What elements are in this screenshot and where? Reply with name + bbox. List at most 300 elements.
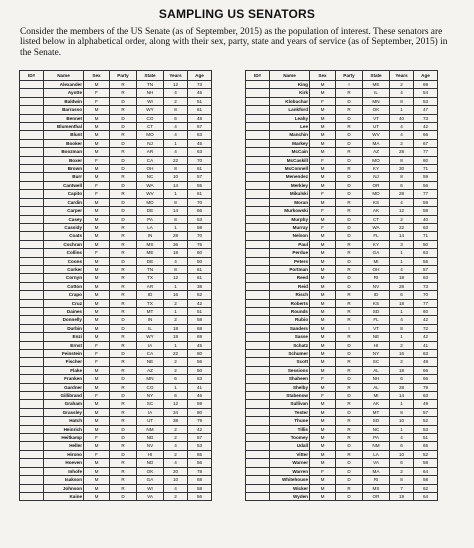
- years-cell: 18: [390, 299, 414, 307]
- party-cell: D: [336, 459, 363, 467]
- state-cell: HI: [137, 450, 164, 458]
- id-cell[interactable]: [246, 190, 270, 198]
- state-header: State: [137, 71, 164, 81]
- age-header: Age: [188, 71, 212, 81]
- name-cell: Heitkamp: [44, 434, 84, 442]
- id-cell[interactable]: [246, 223, 270, 231]
- id-cell[interactable]: [246, 400, 270, 408]
- id-cell[interactable]: [246, 434, 270, 442]
- name-cell: Lee: [270, 123, 310, 131]
- id-cell[interactable]: [246, 215, 270, 223]
- name-cell: Daines: [44, 307, 84, 315]
- party-cell: D: [336, 131, 363, 139]
- state-cell: NH: [137, 89, 164, 97]
- id-cell[interactable]: [246, 341, 270, 349]
- id-cell[interactable]: [246, 249, 270, 257]
- state-cell: AK: [363, 207, 390, 215]
- state-cell: WI: [137, 97, 164, 105]
- id-cell[interactable]: [246, 333, 270, 341]
- name-cell: Vitter: [270, 450, 310, 458]
- name-cell: Hirono: [44, 450, 84, 458]
- name-cell: Crapo: [44, 291, 84, 299]
- id-cell[interactable]: [20, 484, 44, 492]
- table-row: [246, 333, 438, 341]
- id-cell[interactable]: [20, 476, 44, 484]
- id-cell[interactable]: [246, 425, 270, 433]
- sex-cell: M: [310, 81, 336, 89]
- sex-cell: M: [84, 307, 110, 315]
- id-cell[interactable]: [246, 148, 270, 156]
- party-cell: R: [336, 165, 363, 173]
- id-cell[interactable]: [20, 358, 44, 366]
- id-cell[interactable]: [246, 114, 270, 122]
- state-cell: CT: [137, 123, 164, 131]
- party-cell: D: [110, 198, 137, 206]
- table-row: [20, 425, 212, 433]
- name-cell: Coons: [44, 257, 84, 265]
- table-row: [20, 240, 212, 248]
- id-cell[interactable]: [246, 198, 270, 206]
- table-row: [246, 350, 438, 358]
- name-cell: Thune: [270, 417, 310, 425]
- years-cell: 2: [164, 492, 188, 500]
- years-cell: 1: [164, 223, 188, 231]
- name-cell: Sullivan: [270, 400, 310, 408]
- table-row: [246, 265, 438, 273]
- id-cell[interactable]: [20, 417, 44, 425]
- id-cell[interactable]: [20, 467, 44, 475]
- id-cell[interactable]: [246, 307, 270, 315]
- id-cell[interactable]: [20, 459, 44, 467]
- years-cell: 4: [390, 89, 414, 97]
- id-cell[interactable]: [20, 215, 44, 223]
- id-cell[interactable]: [246, 350, 270, 358]
- sex-cell: M: [84, 165, 110, 173]
- state-cell: VA: [137, 492, 164, 500]
- id-cell[interactable]: [20, 81, 44, 89]
- state-cell: LA: [363, 450, 390, 458]
- table-row: [20, 375, 212, 383]
- table-header-row: [246, 71, 438, 81]
- id-cell[interactable]: [20, 106, 44, 114]
- sex-cell: M: [310, 106, 336, 114]
- id-cell[interactable]: [20, 265, 44, 273]
- id-cell[interactable]: [20, 408, 44, 416]
- table-row: [20, 223, 212, 231]
- id-cell[interactable]: [20, 139, 44, 147]
- id-cell[interactable]: [246, 274, 270, 282]
- table-row: [246, 207, 438, 215]
- table-row: [20, 81, 212, 89]
- years-cell: 1: [164, 190, 188, 198]
- state-cell: RI: [363, 274, 390, 282]
- party-cell: R: [336, 333, 363, 341]
- years-cell: 18: [164, 324, 188, 332]
- sex-cell: M: [84, 324, 110, 332]
- id-cell[interactable]: [20, 492, 44, 500]
- state-cell: WA: [137, 181, 164, 189]
- state-cell: KS: [363, 299, 390, 307]
- id-cell[interactable]: [20, 148, 44, 156]
- age-cell: 41: [414, 341, 438, 349]
- state-cell: ME: [363, 81, 390, 89]
- age-cell: 58: [188, 223, 212, 231]
- table-row: [20, 97, 212, 105]
- id-cell[interactable]: [20, 375, 44, 383]
- id-cell[interactable]: [20, 156, 44, 164]
- id-cell[interactable]: [20, 299, 44, 307]
- age-cell: 80: [188, 350, 212, 358]
- id-cell[interactable]: [20, 400, 44, 408]
- state-cell: CA: [137, 350, 164, 358]
- id-cell[interactable]: [246, 240, 270, 248]
- sex-cell: M: [310, 181, 336, 189]
- id-cell[interactable]: [20, 165, 44, 173]
- id-cell[interactable]: [20, 257, 44, 265]
- party-cell: D: [110, 324, 137, 332]
- years-cell: 7: [390, 484, 414, 492]
- party-cell: D: [110, 207, 137, 215]
- age-cell: 77: [414, 148, 438, 156]
- party-cell: R: [336, 207, 363, 215]
- name-cell: Tillis: [270, 425, 310, 433]
- table-row: [20, 274, 212, 282]
- sex-cell: M: [310, 341, 336, 349]
- age-cell: 72: [414, 324, 438, 332]
- state-cell: NY: [363, 350, 390, 358]
- sex-cell: M: [84, 274, 110, 282]
- party-cell: R: [336, 123, 363, 131]
- sex-cell: M: [310, 114, 336, 122]
- sex-cell: M: [310, 408, 336, 416]
- years-cell: 8: [390, 97, 414, 105]
- name-cell: Cruz: [44, 299, 84, 307]
- name-cell: Merkley: [270, 181, 310, 189]
- state-cell: KY: [363, 165, 390, 173]
- table-row: [20, 383, 212, 391]
- id-cell[interactable]: [246, 366, 270, 374]
- party-cell: R: [110, 476, 137, 484]
- state-cell: TX: [137, 299, 164, 307]
- years-cell: 10: [164, 173, 188, 181]
- name-cell: Wyden: [270, 492, 310, 500]
- id-cell[interactable]: [246, 232, 270, 240]
- id-cell[interactable]: [246, 316, 270, 324]
- id-cell[interactable]: [246, 459, 270, 467]
- name-cell: Collins: [44, 249, 84, 257]
- years-cell: 6: [390, 375, 414, 383]
- age-cell: 56: [188, 459, 212, 467]
- party-cell: R: [336, 249, 363, 257]
- sex-cell: M: [310, 131, 336, 139]
- state-cell: TX: [137, 274, 164, 282]
- years-cell: 4: [164, 89, 188, 97]
- party-cell: R: [336, 106, 363, 114]
- id-cell[interactable]: [246, 476, 270, 484]
- name-cell: Heinrich: [44, 425, 84, 433]
- party-cell: R: [336, 450, 363, 458]
- id-cell[interactable]: [246, 467, 270, 475]
- table-row: [246, 341, 438, 349]
- age-cell: 80: [188, 408, 212, 416]
- sex-cell: M: [310, 282, 336, 290]
- sex-cell: M: [310, 324, 336, 332]
- age-cell: 73: [188, 81, 212, 89]
- id-cell[interactable]: [20, 173, 44, 181]
- party-cell: D: [110, 425, 137, 433]
- table-row: [20, 341, 212, 349]
- age-cell: 73: [414, 114, 438, 122]
- name-cell: Bennet: [44, 114, 84, 122]
- state-cell: DE: [137, 207, 164, 215]
- party-cell: R: [110, 408, 137, 416]
- table-row: [20, 476, 212, 484]
- id-cell[interactable]: [20, 131, 44, 139]
- table-row: [20, 131, 212, 139]
- state-header: State: [363, 71, 390, 81]
- id-cell[interactable]: [20, 383, 44, 391]
- age-cell: 63: [188, 375, 212, 383]
- id-cell[interactable]: [20, 442, 44, 450]
- sex-cell: F: [84, 392, 110, 400]
- table-row: [20, 215, 212, 223]
- state-cell: SD: [363, 307, 390, 315]
- id-cell[interactable]: [246, 97, 270, 105]
- name-cell: Perdue: [270, 249, 310, 257]
- years-cell: 1: [164, 341, 188, 349]
- age-cell: 73: [414, 282, 438, 290]
- table-row: [246, 291, 438, 299]
- party-cell: D: [110, 97, 137, 105]
- id-cell[interactable]: [246, 257, 270, 265]
- years-cell: 1: [390, 400, 414, 408]
- years-cell: 22: [390, 223, 414, 231]
- party-cell: D: [110, 316, 137, 324]
- state-cell: AZ: [363, 148, 390, 156]
- age-cell: 79: [414, 383, 438, 391]
- party-cell: D: [336, 375, 363, 383]
- state-cell: ID: [137, 291, 164, 299]
- id-cell[interactable]: [246, 173, 270, 181]
- age-cell: 50: [414, 240, 438, 248]
- id-cell[interactable]: [20, 89, 44, 97]
- sex-cell: M: [84, 459, 110, 467]
- table-row: [20, 89, 212, 97]
- name-cell: Hatch: [44, 417, 84, 425]
- state-cell: AZ: [137, 366, 164, 374]
- years-cell: 2: [164, 434, 188, 442]
- table-row: [246, 114, 438, 122]
- name-cell: Hoeven: [44, 459, 84, 467]
- intro-paragraph: Consider the members of the US Senate (as of September, 2015) as the population of interest. These senators are listed below in alphabetical order, along with their sex, party, state and years of service (as of September, 2015) in the Senate.: [20, 27, 448, 58]
- name-cell: Warren: [270, 467, 310, 475]
- party-cell: R: [336, 198, 363, 206]
- id-cell[interactable]: [20, 114, 44, 122]
- sex-cell: F: [310, 207, 336, 215]
- id-cell[interactable]: [20, 123, 44, 131]
- id-cell[interactable]: [20, 307, 44, 315]
- state-cell: PA: [363, 434, 390, 442]
- id-cell[interactable]: [20, 207, 44, 215]
- id-cell[interactable]: [246, 442, 270, 450]
- id-cell[interactable]: [20, 274, 44, 282]
- years-cell: 6: [164, 114, 188, 122]
- years-cell: 1: [164, 139, 188, 147]
- sex-cell: F: [84, 350, 110, 358]
- state-cell: VT: [363, 324, 390, 332]
- table-row: [20, 114, 212, 122]
- party-cell: R: [336, 484, 363, 492]
- table-row: [20, 434, 212, 442]
- state-cell: MN: [137, 375, 164, 383]
- state-cell: CT: [363, 215, 390, 223]
- id-cell[interactable]: [20, 333, 44, 341]
- sex-cell: F: [84, 156, 110, 164]
- id-cell[interactable]: [20, 223, 44, 231]
- id-cell[interactable]: [20, 198, 44, 206]
- age-cell: 51: [414, 434, 438, 442]
- sex-cell: M: [84, 492, 110, 500]
- id-cell[interactable]: [20, 366, 44, 374]
- age-cell: 53: [414, 425, 438, 433]
- id-cell[interactable]: [20, 341, 44, 349]
- state-cell: IA: [137, 341, 164, 349]
- id-cell[interactable]: [20, 232, 44, 240]
- name-cell: Scott: [270, 358, 310, 366]
- id-cell[interactable]: [246, 450, 270, 458]
- id-cell[interactable]: [20, 240, 44, 248]
- years-cell: 2: [390, 358, 414, 366]
- years-cell: 4: [390, 316, 414, 324]
- sex-cell: M: [84, 476, 110, 484]
- state-cell: WA: [363, 223, 390, 231]
- age-cell: 77: [414, 299, 438, 307]
- age-cell: 79: [188, 417, 212, 425]
- years-cell: 8: [390, 173, 414, 181]
- years-cell: 2: [390, 215, 414, 223]
- party-cell: R: [336, 434, 363, 442]
- id-cell[interactable]: [246, 291, 270, 299]
- id-cell[interactable]: [246, 123, 270, 131]
- id-cell[interactable]: [246, 358, 270, 366]
- party-cell: D: [336, 215, 363, 223]
- id-cell[interactable]: [20, 181, 44, 189]
- sex-cell: M: [310, 240, 336, 248]
- id-cell[interactable]: [20, 282, 44, 290]
- id-cell[interactable]: [246, 484, 270, 492]
- sex-cell: M: [84, 417, 110, 425]
- id-cell[interactable]: [246, 375, 270, 383]
- age-cell: 59: [188, 400, 212, 408]
- years-cell: 4: [164, 442, 188, 450]
- years-cell: 4: [390, 131, 414, 139]
- id-cell[interactable]: [246, 408, 270, 416]
- id-cell[interactable]: [246, 165, 270, 173]
- sex-cell: F: [310, 156, 336, 164]
- years-cell: 1: [390, 307, 414, 315]
- id-cell[interactable]: [246, 139, 270, 147]
- age-cell: 61: [188, 165, 212, 173]
- id-cell[interactable]: [20, 350, 44, 358]
- sex-cell: M: [310, 215, 336, 223]
- id-cell[interactable]: [20, 97, 44, 105]
- state-cell: PA: [137, 215, 164, 223]
- id-cell[interactable]: [20, 450, 44, 458]
- id-cell[interactable]: [246, 207, 270, 215]
- party-cell: R: [110, 282, 137, 290]
- sex-cell: M: [310, 459, 336, 467]
- name-cell: Rounds: [270, 307, 310, 315]
- age-cell: 63: [414, 350, 438, 358]
- name-cell: Boxer: [44, 156, 84, 164]
- years-cell: 12: [164, 81, 188, 89]
- years-cell: 18: [164, 333, 188, 341]
- id-cell[interactable]: [246, 181, 270, 189]
- id-cell[interactable]: [246, 265, 270, 273]
- table-row: [246, 249, 438, 257]
- sex-cell: M: [310, 198, 336, 206]
- years-cell: 8: [164, 106, 188, 114]
- age-cell: 64: [414, 492, 438, 500]
- state-cell: MI: [363, 257, 390, 265]
- id-cell[interactable]: [20, 190, 44, 198]
- party-cell: D: [336, 282, 363, 290]
- table-row: [246, 450, 438, 458]
- years-cell: 34: [164, 408, 188, 416]
- id-cell[interactable]: [246, 417, 270, 425]
- sex-cell: M: [310, 417, 336, 425]
- id-cell[interactable]: [246, 131, 270, 139]
- id-cell[interactable]: [246, 81, 270, 89]
- id-cell[interactable]: [246, 492, 270, 500]
- name-cell: Tester: [270, 408, 310, 416]
- party-cell: R: [336, 316, 363, 324]
- table-row: [20, 459, 212, 467]
- id-cell[interactable]: [246, 324, 270, 332]
- sex-cell: M: [84, 366, 110, 374]
- id-cell[interactable]: [246, 282, 270, 290]
- table-row: [20, 257, 212, 265]
- id-cell[interactable]: [20, 434, 44, 442]
- name-cell: Stabenow: [270, 392, 310, 400]
- id-cell[interactable]: [246, 299, 270, 307]
- party-cell: D: [336, 392, 363, 400]
- id-cell[interactable]: [20, 249, 44, 257]
- id-cell[interactable]: [246, 383, 270, 391]
- id-cell[interactable]: [246, 392, 270, 400]
- id-cell[interactable]: [20, 324, 44, 332]
- id-cell[interactable]: [20, 392, 44, 400]
- name-cell: Murphy: [270, 215, 310, 223]
- id-cell[interactable]: [246, 156, 270, 164]
- age-cell: 59: [414, 173, 438, 181]
- name-cell: McCain: [270, 148, 310, 156]
- state-cell: GA: [137, 476, 164, 484]
- years-cell: 28: [390, 190, 414, 198]
- id-cell[interactable]: [20, 425, 44, 433]
- id-cell[interactable]: [20, 291, 44, 299]
- years-cell: 4: [164, 257, 188, 265]
- state-cell: CO: [137, 114, 164, 122]
- table-row: [246, 131, 438, 139]
- id-cell[interactable]: [246, 106, 270, 114]
- id-cell[interactable]: [20, 316, 44, 324]
- sex-cell: M: [84, 265, 110, 273]
- age-cell: 61: [188, 265, 212, 273]
- table-row: [246, 81, 438, 89]
- id-cell[interactable]: [246, 89, 270, 97]
- years-cell: 8: [390, 156, 414, 164]
